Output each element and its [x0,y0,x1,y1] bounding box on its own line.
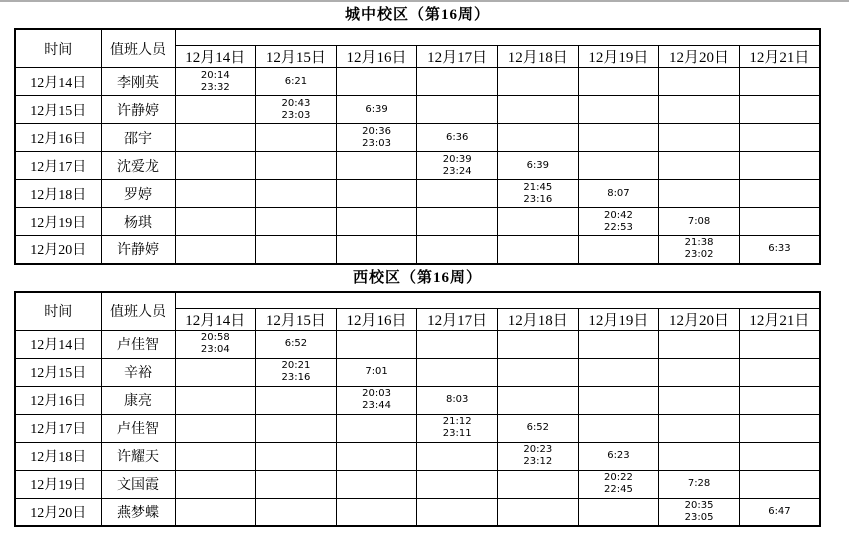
time-cell [256,124,337,152]
time-entry: 23:05 [684,511,714,523]
time-cell [417,180,498,208]
row-date-cell: 12月20日 [15,236,101,264]
time-entry: 23:03 [281,109,311,121]
table-row [15,124,820,152]
table-row [15,180,820,208]
time-cell [659,414,740,442]
table-row [15,442,820,470]
time-cell [498,96,579,124]
time-entry: 6:47 [768,505,791,517]
time-cell [739,208,820,236]
time-cell [739,414,820,442]
time-entry: 23:04 [200,344,230,355]
row-date-cell: 12月15日 [15,358,101,386]
time-cell [175,96,256,124]
time-cell [336,470,417,498]
city-center-campus-title: 城中校区（第16周） [344,7,490,23]
time-cell [498,386,579,414]
time-cell [659,208,740,236]
staff-name-cell: 沈爱龙 [101,152,175,180]
date-column-header: 12月14日 [175,46,256,68]
time-cell [256,152,337,180]
time-cell [739,498,820,526]
row-date-cell: 12月16日 [15,386,101,414]
time-cell [336,96,417,124]
time-cell [498,180,579,208]
time-cell [175,386,256,414]
time-cell [417,442,498,470]
time-cell [659,68,740,96]
time-entry: 23:44 [362,400,391,411]
date-column-header: 12月19日 [578,46,659,68]
time-cell [498,442,579,470]
staff-name-cell: 卢佳智 [101,330,175,358]
time-cell [175,330,256,358]
time-entry: 23:03 [362,137,391,149]
time-entry: 20:14 [200,69,230,81]
time-entry: 6:52 [284,338,308,349]
time-cell [498,208,579,236]
time-cell [659,442,740,470]
time-cell [739,236,820,264]
date-column-header: 12月17日 [417,308,498,330]
time-cell [659,236,740,264]
time-cell [739,470,820,498]
time-entry: 7:28 [687,478,711,489]
date-column-header: 12月15日 [256,308,337,330]
staff-name-cell: 杨琪 [101,208,175,236]
time-cell [659,96,740,124]
time-cell [659,152,740,180]
date-column-header: 12月14日 [175,308,256,330]
time-cell [417,96,498,124]
date-column-header: 12月19日 [578,308,659,330]
time-entry: 20:43 [281,97,311,109]
time-entry: 23:32 [200,81,230,93]
time-entry: 6:23 [607,450,630,461]
time-cell [175,358,256,386]
date-column-header: 12月21日 [739,46,820,68]
time-cell [498,498,579,526]
time-entry: 8:03 [445,394,469,405]
time-entry: 23:02 [684,249,714,261]
table-row [15,152,820,180]
time-entry: 20:03 [362,388,391,399]
time-cell [498,124,579,152]
time-cell [498,152,579,180]
time-entry: 22:45 [604,484,633,495]
time-cell [498,68,579,96]
staff-name-cell: 罗婷 [101,180,175,208]
time-entry: 23:16 [281,372,311,383]
time-cell [578,358,659,386]
time-cell [417,470,498,498]
time-cell [256,498,337,526]
time-entry: 6:39 [365,103,388,115]
time-cell [336,208,417,236]
date-column-header: 12月20日 [659,308,740,330]
time-cell [336,68,417,96]
time-cell [739,386,820,414]
staff-name-cell: 文国霞 [101,470,175,498]
time-cell [739,442,820,470]
date-column-header: 12月16日 [336,308,417,330]
time-cell [498,358,579,386]
time-entry: 20:22 [604,472,633,483]
date-column-header: 12月16日 [336,46,417,68]
time-cell [417,358,498,386]
time-cell [336,236,417,264]
row-date-cell: 12月20日 [15,498,101,526]
time-cell [175,208,256,236]
time-cell [578,152,659,180]
time-entry: 20:21 [281,360,311,371]
time-entry: 23:11 [442,428,472,439]
time-cell [578,330,659,358]
time-cell [256,96,337,124]
time-cell [256,68,337,96]
date-column-header: 12月15日 [256,46,337,68]
west-campus-table [14,291,821,528]
time-cell [578,442,659,470]
table-row [15,96,820,124]
time-cell [336,330,417,358]
time-cell [336,498,417,526]
time-cell [578,96,659,124]
table-row [15,498,820,526]
table-row [15,414,820,442]
time-cell [417,386,498,414]
time-entry: 20:23 [523,444,553,455]
time-cell [739,124,820,152]
time-entry: 23:24 [442,165,472,177]
time-cell [175,236,256,264]
staff-name-cell: 邵宇 [101,124,175,152]
time-cell [498,236,579,264]
date-column-header: 12月18日 [498,46,579,68]
time-cell [256,470,337,498]
time-cell [417,68,498,96]
time-entry: 6:52 [526,422,550,433]
time-entry: 20:35 [684,499,714,511]
staff-name-cell: 燕梦蝶 [101,498,175,526]
time-cell [739,96,820,124]
time-entry: 7:01 [365,366,388,377]
time-cell [417,236,498,264]
staff-name-cell: 辛裕 [101,358,175,386]
time-entry: 6:33 [768,243,791,255]
time-cell [417,330,498,358]
time-entry: 6:36 [445,131,469,143]
city-center-campus-table [14,28,821,265]
time-cell [417,498,498,526]
time-entry: 23:12 [523,456,553,467]
time-entry: 6:39 [526,159,550,171]
table-row [15,358,820,386]
time-cell [659,498,740,526]
city-center-campus-schedule [0,2,849,265]
time-cell [417,152,498,180]
row-date-cell: 12月18日 [15,180,101,208]
time-entry: 20:36 [362,125,391,137]
time-entry: 21:12 [442,416,472,427]
row-date-cell: 12月14日 [15,330,101,358]
time-cell [417,124,498,152]
time-cell [498,414,579,442]
staff-column-header: 值班人员 [101,292,175,331]
table-row [15,470,820,498]
time-cell [336,414,417,442]
header-spacer-cell [175,29,820,46]
time-cell [659,386,740,414]
row-date-cell: 12月16日 [15,124,101,152]
time-cell [175,152,256,180]
time-entry: 8:07 [607,187,630,199]
time-entry: 20:42 [604,209,633,221]
time-cell [578,414,659,442]
time-cell [175,442,256,470]
time-cell [336,442,417,470]
staff-name-cell: 康亮 [101,386,175,414]
time-entry: 20:39 [442,153,472,165]
time-cell [256,386,337,414]
time-entry: 7:08 [687,215,711,227]
time-entry: 22:53 [604,221,633,233]
time-cell [578,180,659,208]
time-cell [256,208,337,236]
row-date-cell: 12月19日 [15,208,101,236]
time-cell [336,358,417,386]
row-date-cell: 12月15日 [15,96,101,124]
time-cell [739,358,820,386]
time-cell [578,124,659,152]
date-column-header: 12月18日 [498,308,579,330]
time-column-header: 时间 [15,29,101,68]
time-cell [336,180,417,208]
table-row [15,68,820,96]
date-column-header: 12月17日 [417,46,498,68]
time-cell [739,152,820,180]
row-date-cell: 12月17日 [15,414,101,442]
time-cell [256,414,337,442]
time-cell [175,414,256,442]
time-cell [739,68,820,96]
row-date-cell: 12月14日 [15,68,101,96]
staff-name-cell: 许静婷 [101,96,175,124]
time-entry: 21:45 [523,181,553,193]
time-cell [175,470,256,498]
time-cell [175,68,256,96]
staff-column-header: 值班人员 [101,29,175,68]
time-cell [659,330,740,358]
time-cell [498,330,579,358]
table-row [15,236,820,264]
time-cell [336,124,417,152]
staff-name-cell: 卢佳智 [101,414,175,442]
time-cell [256,442,337,470]
time-cell [336,152,417,180]
date-column-header: 12月20日 [659,46,740,68]
time-column-header: 时间 [15,292,101,331]
time-cell [578,386,659,414]
time-cell [739,330,820,358]
time-cell [659,180,740,208]
time-cell [336,386,417,414]
staff-name-cell: 许静婷 [101,236,175,264]
time-entry: 6:21 [284,75,308,87]
time-cell [175,180,256,208]
time-cell [578,208,659,236]
time-cell [578,498,659,526]
time-cell [498,470,579,498]
time-entry: 23:16 [523,193,553,205]
west-campus-title: 西校区（第16周） [352,269,482,286]
time-entry: 21:38 [684,237,714,249]
time-cell [256,180,337,208]
time-cell [578,236,659,264]
time-cell [256,236,337,264]
table-row [15,208,820,236]
time-cell [578,470,659,498]
staff-name-cell: 李刚英 [101,68,175,96]
time-cell [175,124,256,152]
table-row [15,330,820,358]
time-cell [417,414,498,442]
time-cell [659,470,740,498]
time-cell [256,358,337,386]
staff-name-cell: 许耀天 [101,442,175,470]
row-date-cell: 12月18日 [15,442,101,470]
time-cell [175,498,256,526]
time-cell [256,330,337,358]
time-entry: 20:58 [200,332,230,343]
header-spacer-cell [175,292,820,309]
time-cell [578,68,659,96]
time-cell [739,180,820,208]
time-cell [659,124,740,152]
date-column-header: 12月21日 [739,308,820,330]
time-cell [417,208,498,236]
table-row [15,386,820,414]
row-date-cell: 12月17日 [15,152,101,180]
west-campus-schedule [0,265,849,528]
time-cell [659,358,740,386]
row-date-cell: 12月19日 [15,470,101,498]
